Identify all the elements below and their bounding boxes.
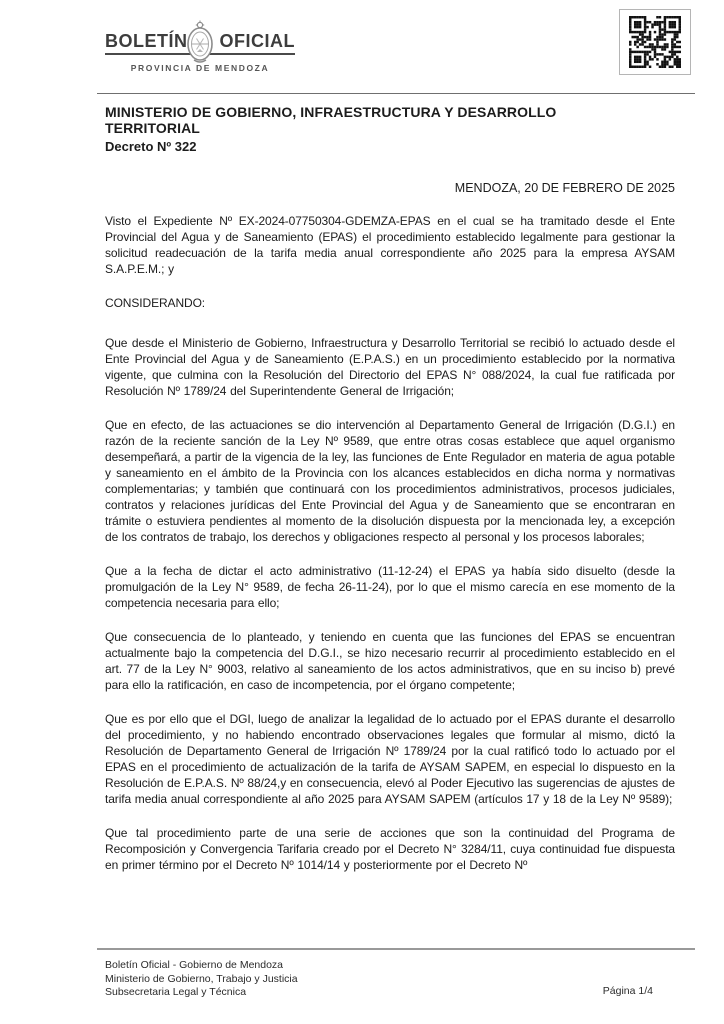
coat-of-arms-icon	[184, 18, 216, 71]
qr-code	[619, 9, 691, 75]
ministry-title: MINISTERIO DE GOBIERNO, INFRAESTRUCTURA Y DESARROLLO TERRITORIAL	[105, 104, 557, 136]
logo-word-boletin: BOLETÍN	[105, 31, 188, 51]
logo-subtitle: PROVINCIA DE MENDOZA	[130, 63, 270, 73]
header-divider	[97, 93, 695, 94]
considerando-paragraph: Que desde el Ministerio de Gobierno, Infraestructura y Desarrollo Territorial se recibió lo actuado desde el Ente Provincial del Agua y de Saneamiento (E.P.A.S.) en un procedimiento establecido por la normativa vigente, que culmina con la Resolución del Directorio del EPAS N° 088/2024, la cual fue ratificada por Resolución Nº 1789/24 del Superintendente General de Irrigación;	[105, 336, 675, 398]
decree-body	[105, 213, 675, 873]
logo-word-oficial: OFICIAL	[219, 31, 295, 51]
footer-line: Boletín Oficial - Gobierno de Mendoza	[105, 959, 284, 971]
visto-paragraph: Visto el Expediente Nº EX-2024-07750304-GDEMZA-EPAS en el cual se ha tramitado desde el Ente Provincial del Agua y de Saneamiento (EPAS) el procedimiento establecido legalmente para gestionar la solicitud readecuación de la tarifa media anual correspondiente año 2025 para la empresa AYSAM S.A.P.E.M.; y	[105, 214, 675, 276]
page-footer	[97, 948, 695, 1000]
boletin-oficial-logo	[105, 26, 295, 73]
page-number: Página 1/4	[602, 985, 653, 997]
footer-line: Ministerio de Gobierno, Trabajo y Justicia	[105, 972, 298, 985]
place-and-date: MENDOZA, 20 DE FEBRERO DE 2025	[454, 181, 675, 195]
decree-content	[105, 104, 675, 873]
considerando-paragraph: Que tal procedimiento parte de una serie de acciones que son la continuidad del Programa de Recomposición y Convergencia Tarifaria creado por el Decreto N° 3284/11, cuya continuidad fue dispuesta en primer término por el Decreto Nº 1014/14 y posteriormente por el Decreto Nº	[105, 826, 675, 872]
footer-line: Subsecretaria Legal y Técnica	[105, 986, 247, 998]
logo-title-row	[105, 26, 295, 56]
considerando-paragraph: Que en efecto, de las actuaciones se dio intervención al Departamento General de Irrigación (D.G.I.) en razón de la reciente sanción de la Ley Nº 9589, que entre otras cosas establece que aquel organismo desempeñará, a partir de la vigencia de la ley, las funciones de Ente Regulador en materia de agua potable y saneamiento en el ámbito de la Provincia con los alcances establecidos en dicha norma y normativas complementarias; y también que continuará con los procedimientos administrativos, procesos judiciales, contratos y relaciones jurídicas del Ente Provincial del Agua y de Saneamiento que se encontraran en trámite o estuviera pendientes al momento de la disolución dispuesta por la mencionada ley, a excepción de los contratos de trabajo, los derechos y obligaciones respecto al personal y los procesos laborales;	[105, 418, 675, 544]
considerando-paragraph: Que consecuencia de lo planteado, y teniendo en cuenta que las funciones del EPAS se encuentran actualmente bajo la competencia del D.G.I., se hizo necesario recurrir al procedimiento establecido en el art. 77 de la Ley N° 9003, relativo al saneamiento de los actos administrativos, que en su inciso b) prevé para ello la ratificación, en caso de incompetencia, por el órgano competente;	[105, 630, 675, 692]
considerando-paragraph: Que a la fecha de dictar el acto administrativo (11-12-24) el EPAS ya había sido disuelto (desde la promulgación de la Ley N° 9589, de fecha 26-11-24), por lo que el mismo carecía en ese momento de la competencia necesaria para ello;	[105, 564, 675, 610]
considerando-label: CONSIDERANDO:	[105, 296, 206, 310]
decree-number: Decreto Nº 322	[105, 139, 197, 154]
considerando-paragraph: Que es por ello que el DGI, luego de analizar la legalidad de lo actuado por el EPAS durante el desarrollo del procedimiento, y no habiendo encontrado observaciones legales que formular al mismo, dictó la Resolución de Departamento General de Irrigación Nº 1789/24 por la cual ratificó todo lo actuado por el EPAS en el procedimiento de actualización de la tarifa de AYSAM SAPEM, en especial lo dispuesto en la Resolución de E.P.A.S. Nº 88/24,y en consecuencia, elevó al Poder Ejecutivo las sugerencias de ajustes de tarifa media anual correspondiente al año 2025 para AYSAM SAPEM (artículos 17 y 18 de la Ley Nº 9589);	[105, 712, 675, 806]
